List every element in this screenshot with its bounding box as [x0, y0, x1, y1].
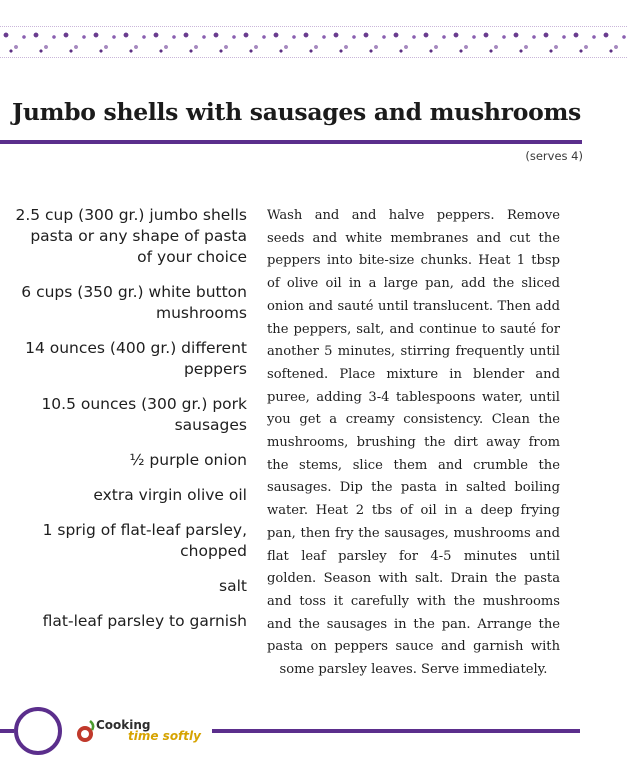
footer-rule-left: [0, 729, 14, 733]
ingredient-item: 2.5 cup (300 gr.) jumbo shells pasta or any shape of pasta of your choice: [15, 206, 247, 266]
ingredient-item: 14 ounces (400 gr.) different peppers: [25, 339, 247, 378]
recipe-title: Jumbo shells with sausages and mushrooms: [12, 98, 581, 126]
servings-note: (serves 4): [525, 149, 583, 163]
ingredients-list: [14, 205, 247, 646]
footer-circle-ornament: [14, 707, 62, 755]
decorative-kitchen-pattern-banner: [0, 26, 627, 58]
logo-text-line1: Cooking: [96, 718, 151, 732]
footer-rule-right: [212, 729, 580, 733]
ingredient-item: 6 cups (350 gr.) white button mushrooms: [21, 283, 247, 322]
ingredient-item: salt: [219, 577, 247, 595]
method-text: Wash and and halve peppers. Remove seeds and white membranes and cut the peppers into bite-size chunks. Heat 1 tbsp of olive oil in a large pan, add the sliced onion and sauté until translucent. Then add the peppers, salt, and continue to sauté for another 5 minutes, stirring frequently until softened. Place mixture in blender and puree, adding 3-4 tablespoons water, until you get a creamy consistency. Clean the mushrooms, brushing the dirt away from the stems, slice them and crumble the sausages. Dip the pasta in salted boiling water. Heat 2 tbs of oil in a deep frying pan, then fry the sausages, mushrooms and flat leaf parsley for 4-5 minutes until golden. Season with salt. Drain the pasta and toss it carefully with the mushrooms and the sausages in the pan. Arrange the pasta on peppers sauce and garnish with some parsley leaves. Serve immediately.: [267, 208, 560, 678]
title-divider: [0, 140, 582, 144]
ingredient-item: ½ purple onion: [129, 451, 247, 469]
site-logo: [76, 715, 206, 747]
ingredient-item: flat-leaf parsley to garnish: [42, 612, 247, 630]
ingredient-item: extra virgin olive oil: [93, 486, 247, 504]
ingredient-item: 10.5 ounces (300 gr.) pork sausages: [41, 395, 247, 434]
logo-text-line2: time softly: [128, 729, 201, 743]
ingredient-item: 1 sprig of flat-leaf parsley, chopped: [42, 521, 247, 560]
